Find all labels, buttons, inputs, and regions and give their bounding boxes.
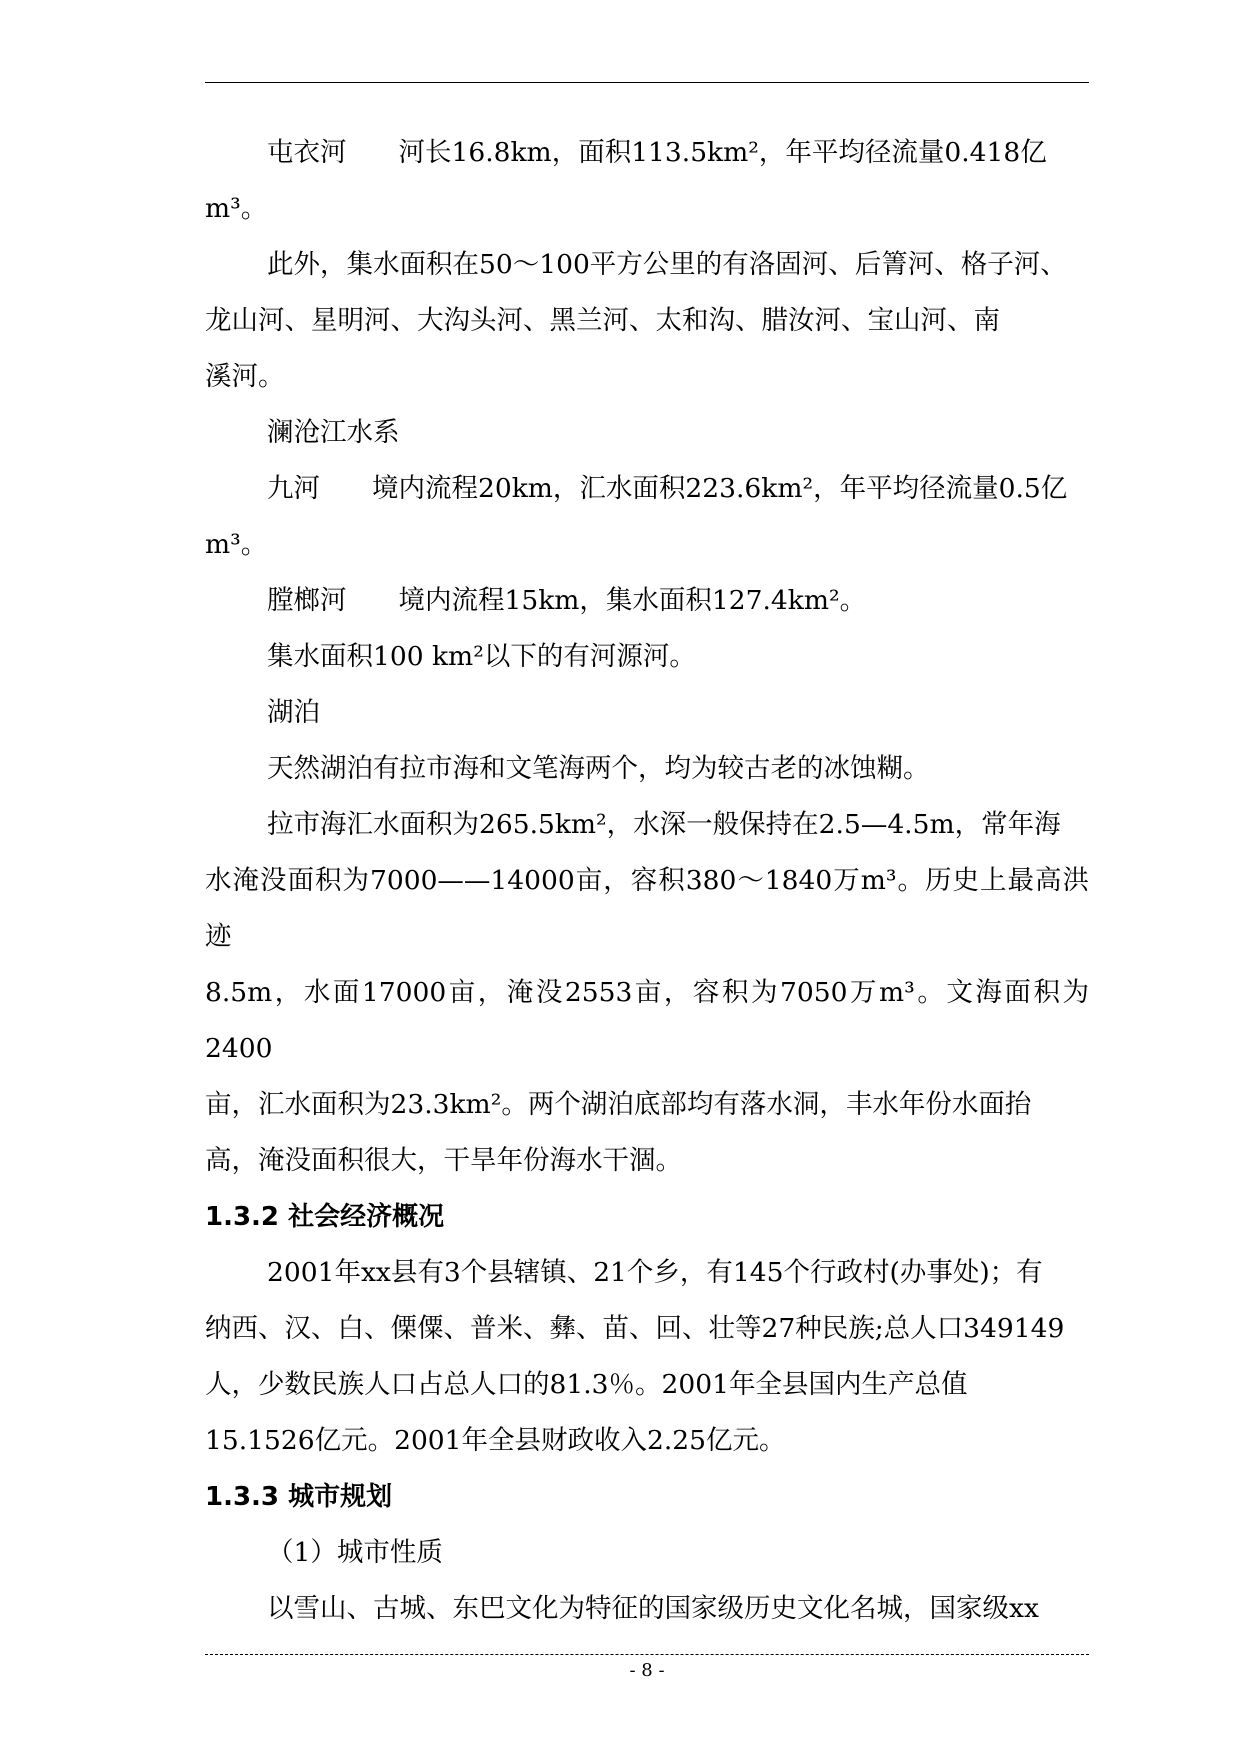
river-description: 境内流程20km，汇水面积223.6km²，年平均径流量0.5亿 [372, 473, 1068, 504]
document-body [205, 125, 1089, 1637]
river-name: 九河 [267, 473, 320, 504]
subheading-lancang-system: 澜沧江水系 [267, 417, 400, 448]
river-description: 河长16.8km，面积113.5km²，年平均径流量0.418亿 [398, 137, 1047, 168]
paragraph-line: 15.1526亿元。2001年全县财政收入2.25亿元。 [205, 1425, 786, 1456]
header-rule [205, 82, 1089, 83]
subheading-lakes: 湖泊 [267, 697, 320, 728]
paragraph-line: 纳西、汉、白、傈僳、普米、彝、苗、回、壮等27种民族;总人口349149 [205, 1313, 1065, 1344]
paragraph-line: 龙山河、星明河、大沟头河、黑兰河、太和沟、腊汝河、宝山河、南 [205, 305, 1000, 336]
river-description: 境内流程15km，集水面积127.4km²。 [398, 585, 867, 616]
section-heading-1-3-2: 1.3.2 社会经济概况 [205, 1202, 445, 1232]
paragraph-line: m³。 [205, 193, 268, 224]
paragraph-jiu-river [205, 461, 1089, 517]
paragraph-line: 天然湖泊有拉市海和文笔海两个，均为较古老的冰蚀糊。 [267, 753, 930, 784]
paragraph-line: 人，少数民族人口占总人口的81.3％。2001年全县国内生产总值 [205, 1369, 968, 1400]
paragraph-line: 水淹没面积为7000——14000亩，容积380～1840万m³。历史上最高洪迹 [205, 865, 1089, 952]
section-heading-1-3-3: 1.3.3 城市规划 [205, 1482, 393, 1512]
footer-rule [205, 1654, 1089, 1655]
paragraph-line: 亩，汇水面积为23.3km²。两个湖泊底部均有落水洞，丰水年份水面抬 [205, 1089, 1032, 1120]
paragraph-tunyi-river [205, 125, 1089, 181]
river-name: 膛榔河 [267, 585, 347, 616]
paragraph-line: m³。 [205, 529, 268, 560]
subheading-city-nature: （1）城市性质 [267, 1537, 443, 1568]
paragraph-line: 溪河。 [205, 361, 285, 392]
paragraph-line: 集水面积100 km²以下的有河源河。 [267, 641, 696, 672]
paragraph-line: 2001年xx县有3个县辖镇、21个乡，有145个行政村(办事处)；有 [267, 1257, 1043, 1288]
paragraph-line: 以雪山、古城、东巴文化为特征的国家级历史文化名城，国家级xx [267, 1593, 1039, 1624]
paragraph-tanglang-river [205, 573, 1089, 629]
paragraph-line: 此外，集水面积在50～100平方公里的有洛固河、后箐河、格子河、 [267, 249, 1067, 280]
page-number: - 8 - [629, 1660, 665, 1681]
paragraph-line: 8.5m，水面17000亩，淹没2553亩，容积为7050万m³。文海面积为2400 [205, 977, 1089, 1064]
paragraph-line: 高，淹没面积很大，干旱年份海水干涸。 [205, 1145, 682, 1176]
paragraph-line: 拉市海汇水面积为265.5km²，水深一般保持在2.5—4.5m，常年海 [267, 809, 1061, 840]
river-name: 屯衣河 [267, 137, 347, 168]
